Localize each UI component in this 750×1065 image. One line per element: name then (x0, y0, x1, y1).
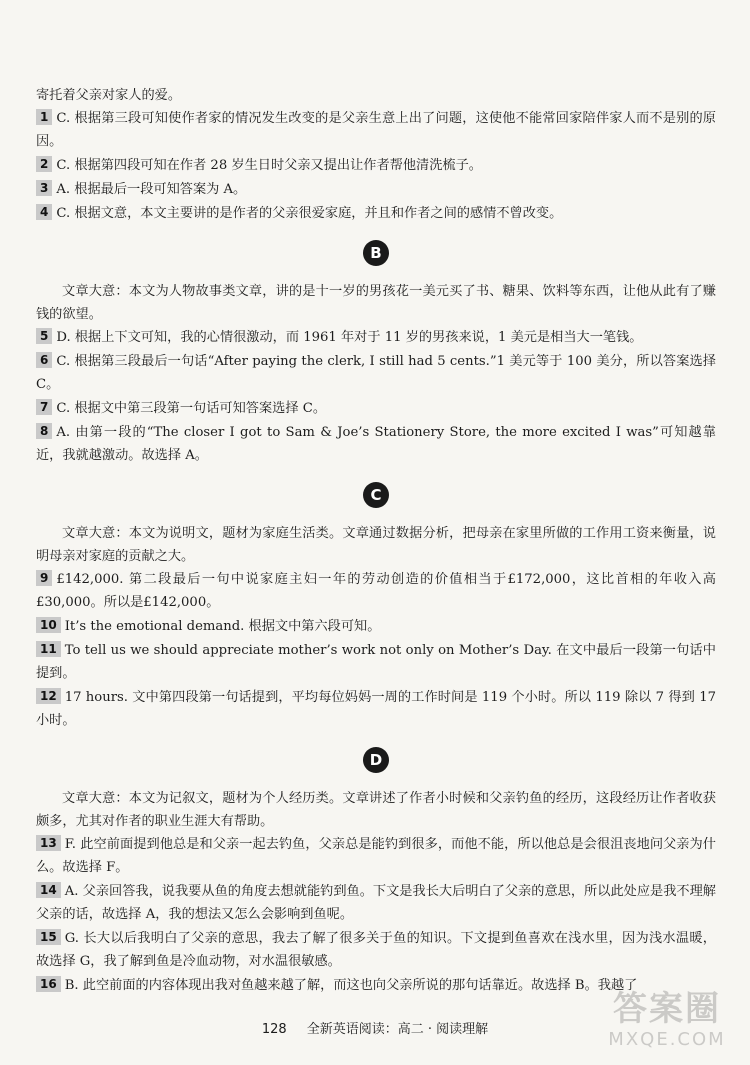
question-number: 14 (36, 882, 61, 898)
answer-text: G. 长大以后我明白了父亲的意思，我去了解了很多关于鱼的知识。下文提到鱼喜欢在浅水里，因为浅水温暖，故选择 G，我了解到鱼是冷血动物，对水温很敏感。 (36, 931, 716, 969)
answer-text: F. 此空前面提到他总是和父亲一起去钓鱼，父亲总是能钓到很多，而他不能，所以他总是会很沮丧地问父亲为什么。故选择 F。 (36, 837, 716, 875)
answer-item (36, 833, 716, 879)
watermark-text: 答案圈 (613, 989, 721, 1029)
watermark-url: MXQE.COM (608, 1029, 726, 1050)
section-b-header (36, 226, 716, 280)
section-d-header (36, 733, 716, 787)
answer-text: C. 根据文中第三段第一句话可知答案选择 C。 (56, 401, 327, 416)
section-d-summary: 文章大意：本文为记叙文，题材为个人经历类。文章讲述了作者小时候和父亲钓鱼的经历，这段经历让作者收获颇多，尤其对作者的职业生涯大有帮助。 (36, 791, 716, 829)
question-number: 9 (36, 570, 52, 586)
question-number: 4 (36, 204, 52, 220)
question-number: 8 (36, 423, 52, 439)
section-d-answers (36, 833, 716, 997)
question-number: 13 (36, 835, 61, 851)
section-c-answers (36, 568, 716, 732)
section-b-badge: B (363, 240, 389, 266)
question-number: 1 (36, 109, 52, 125)
section-c-header (36, 468, 716, 522)
question-number: 5 (36, 328, 52, 344)
answer-text: 17 hours. 文中第四段第一句话提到，平均每位妈妈一周的工作时间是 119 个小时。所以 119 除以 7 得到 17 小时。 (36, 690, 716, 728)
section-a-answers (36, 107, 716, 225)
answer-item (36, 178, 716, 201)
page-number: 128 (261, 1022, 287, 1037)
question-number: 6 (36, 352, 52, 368)
book-title: 全新英语阅读：高二 · 阅读理解 (306, 1022, 489, 1037)
section-d-badge: D (363, 747, 389, 773)
answer-text: C. 根据第三段最后一句话“After paying the clerk, I still had 5 cents.”1 美元等于 100 美分，所以答案选择 C。 (36, 354, 716, 392)
answer-text: A. 由第一段的“The closer I got to Sam & Joe’s Stationery Store, the more excited I was”可知越靠近，我就越激动。故选择 A。 (36, 425, 716, 463)
question-number: 15 (36, 929, 61, 945)
answer-text: C. 根据第四段可知在作者 28 岁生日时父亲又提出让作者帮他清洗梳子。 (56, 158, 482, 173)
answer-text: To tell us we should appreciate mother’s work not only on Mother’s Day. 在文中最后一段第一句话中提到。 (36, 643, 716, 681)
question-number: 11 (36, 641, 61, 657)
question-number: 3 (36, 180, 52, 196)
answer-item (36, 107, 716, 153)
question-number: 12 (36, 688, 61, 704)
answer-key-content (36, 84, 716, 998)
answer-text: A. 根据最后一段可知答案为 A。 (56, 182, 247, 197)
question-number: 10 (36, 617, 61, 633)
question-number: 16 (36, 976, 61, 992)
answer-text: £142,000. 第二段最后一句中说家庭主妇一年的劳动创造的价值相当于£172,000，这比首相的年收入高£30,000。所以是£142,000。 (36, 572, 716, 610)
answer-item (36, 397, 716, 420)
question-number: 2 (36, 156, 52, 172)
continued-text: 寄托着父亲对家人的爱。 (36, 88, 182, 103)
question-number: 7 (36, 399, 52, 415)
answer-item (36, 350, 716, 396)
answer-item (36, 421, 716, 467)
section-b-summary: 文章大意：本文为人物故事类文章，讲的是十一岁的男孩花一美元买了书、糖果、饮料等东西，让他从此有了赚钱的欲望。 (36, 284, 716, 322)
answer-item (36, 326, 716, 349)
section-c-summary: 文章大意：本文为说明文，题材为家庭生活类。文章通过数据分析，把母亲在家里所做的工作用工资来衡量，说明母亲对家庭的贡献之大。 (36, 526, 716, 564)
answer-item (36, 880, 716, 926)
section-c-badge: C (363, 482, 389, 508)
answer-text: It’s the emotional demand. 根据文中第六段可知。 (64, 619, 381, 634)
answer-item (36, 202, 716, 225)
section-b-answers (36, 326, 716, 467)
answer-text: A. 父亲回答我，说我要从鱼的角度去想就能钓到鱼。下文是我长大后明白了父亲的意思，所以此处应是我不理解父亲的话，故选择 A，我的想法又怎么会影响到鱼呢。 (36, 884, 716, 922)
answer-item (36, 154, 716, 177)
answer-text: D. 根据上下文可知，我的心情很激动，而 1961 年对于 11 岁的男孩来说，1 美元是相当大一笔钱。 (56, 330, 643, 345)
answer-text: C. 根据文意，本文主要讲的是作者的父亲很爱家庭，并且和作者之间的感情不曾改变。 (56, 206, 563, 221)
answer-text: C. 根据第三段可知使作者家的情况发生改变的是父亲生意上出了问题，这使他不能常回家陪伴家人而不是别的原因。 (36, 111, 716, 149)
answer-item (36, 615, 716, 638)
watermark-logo (592, 989, 742, 1059)
answer-item (36, 568, 716, 614)
answer-item (36, 686, 716, 732)
answer-text: B. 此空前面的内容体现出我对鱼越来越了解，而这也向父亲所说的那句话靠近。故选择 B。我越了 (64, 978, 638, 993)
answer-item (36, 639, 716, 685)
answer-item (36, 927, 716, 973)
